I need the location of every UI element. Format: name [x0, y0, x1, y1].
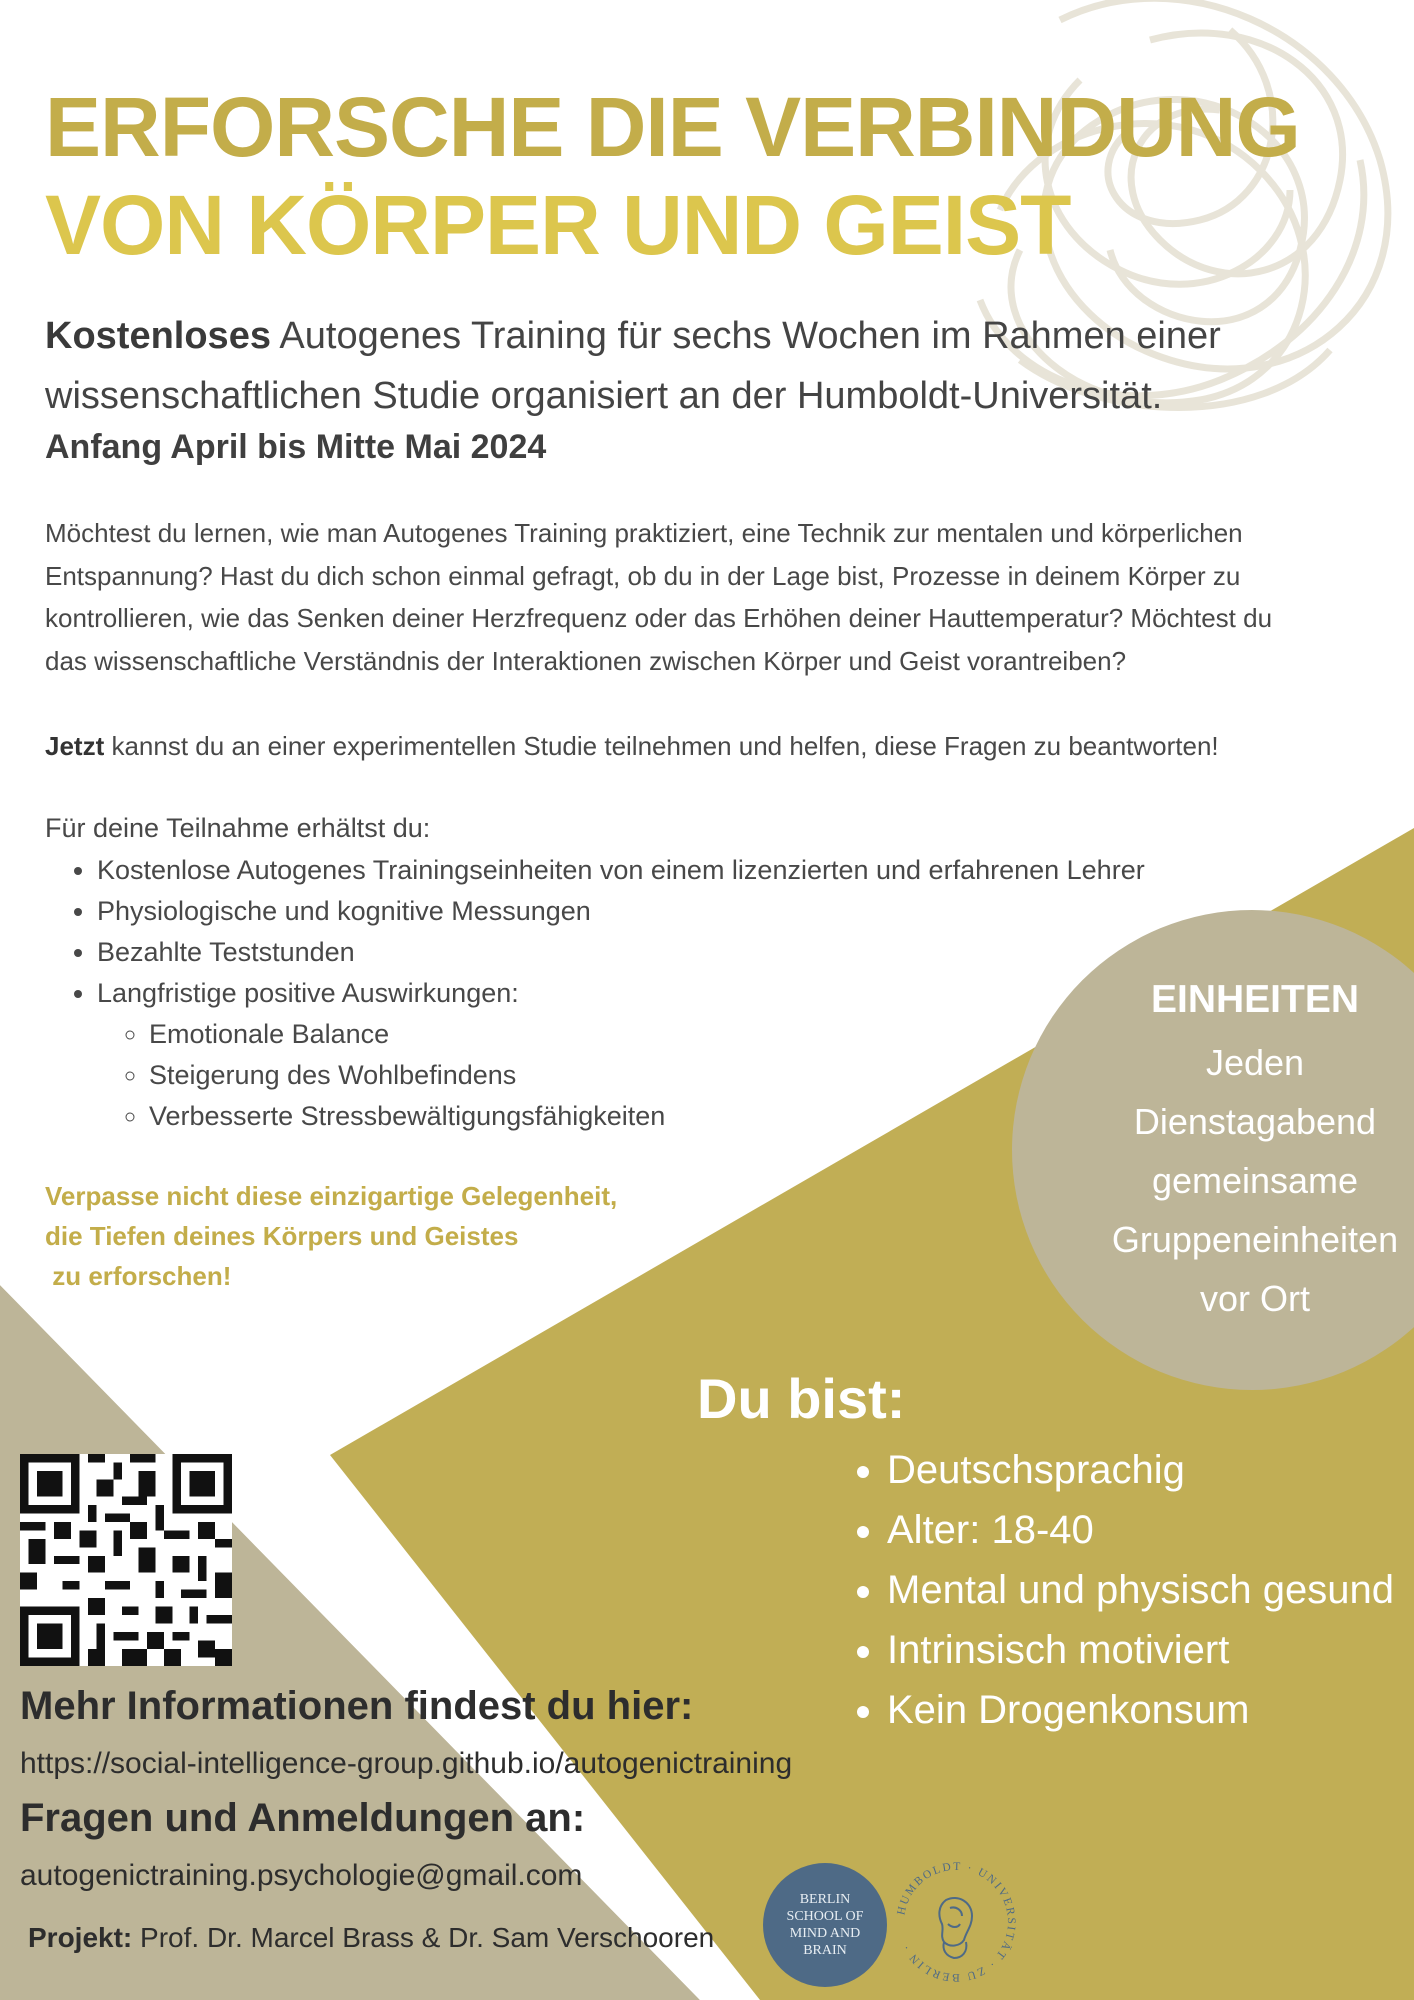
svg-text:HUMBOLDT · UNIVERSITÄT · ZU BE: HUMBOLDT · UNIVERSITÄT · ZU BERLIN · — [895, 1860, 1018, 1984]
logo-text: SCHOOL OF — [786, 1909, 864, 1924]
benefits-intro: Für deine Teilnahme erhältst du: — [45, 813, 431, 843]
headline-line-2: VON KÖRPER UND GEIST — [45, 178, 1071, 272]
list-item: ◦ Verbesserte Stressbewältigungsfähigkeiten — [149, 1096, 1245, 1137]
sessions-line: Dienstagabend — [1133, 1101, 1377, 1142]
intro-bold: Kostenloses — [45, 315, 271, 357]
call-rest: kannst du an einer experimentellen Studie teilnehmen und helfen, diese Fragen zu beantworten! — [104, 731, 1219, 761]
more-info-heading: Mehr Informationen findest du hier: — [20, 1684, 694, 1728]
list-item: • Kostenlose Autogenes Trainingseinheiten von einem lizenzierten und erfahrenen Lehrer — [97, 850, 1245, 891]
berlin-school-logo — [763, 1863, 887, 1987]
list-item: ◦ Steigerung des Wohlbefindens — [149, 1055, 1245, 1096]
list-item: • Physiologische und kognitive Messungen — [97, 891, 1245, 932]
list-item: • Bezahlte Teststunden — [97, 932, 1245, 973]
list-item: • Deutschsprachig — [887, 1440, 1394, 1500]
call-to-participate — [45, 727, 1345, 765]
requirements-title: Du bist: — [697, 1367, 906, 1430]
sessions-line: gemeinsame — [1151, 1160, 1359, 1201]
intro-text — [45, 306, 1325, 426]
intro-rest: Autogenes Training für sechs Wochen im Rahmen einer wissenschaftlichen Studie organisiert an der Humboldt-Universität. — [45, 315, 1221, 417]
sessions-line: vor Ort — [1199, 1278, 1310, 1319]
description-paragraph: Möchtest du lernen, wie man Autogenes Training praktiziert, eine Technik zur mentalen und körperlichen Entspannung? Hast du dich schon einmal gefragt, ob du in der Lage bist, Prozesse in deinem Körper zu kontrollieren, wie das Senken deiner Herzfrequenz oder das Erhöhen deiner Hauttemperatur? Möchtest du das wissenschaftliche Verständnis der Interaktionen zwischen Körper und Geist vorantreiben? — [45, 518, 1273, 676]
study-dates: Anfang April bis Mitte Mai 2024 — [45, 428, 547, 466]
qr-code-icon[interactable] — [20, 1454, 232, 1666]
call-bold: Jetzt — [45, 731, 105, 761]
sessions-line: Jeden — [1205, 1042, 1305, 1083]
logo-text: BRAIN — [803, 1943, 847, 1958]
list-item: • Kein Drogenkonsum — [887, 1680, 1394, 1740]
list-item: • Mental und physisch gesund — [887, 1560, 1394, 1620]
list-item: ◦ Emotionale Balance — [149, 1014, 1245, 1055]
sessions-text — [1090, 970, 1414, 1328]
requirements-list — [855, 1440, 1394, 1740]
cta-line: die Tiefen deines Körpers und Geistes — [45, 1221, 519, 1251]
project-label: Projekt: — [28, 1922, 133, 1953]
headline-line-1: ERFORSCHE DIE VERBINDUNG — [45, 80, 1300, 174]
list-item-label: Langfristige positive Auswirkungen: — [97, 978, 519, 1008]
questions-heading: Fragen und Anmeldungen an: — [20, 1796, 586, 1840]
list-item: • Intrinsisch motiviert — [887, 1620, 1394, 1680]
logo-text: BERLIN — [799, 1892, 851, 1907]
list-item: • Alter: 18-40 — [887, 1500, 1394, 1560]
project-credit — [28, 1922, 714, 1954]
humboldt-university-seal-icon — [888, 1854, 1024, 1990]
info-link[interactable]: https://social-intelligence-group.github.io/autogenictraining — [20, 1747, 793, 1780]
cta-line: Verpasse nicht diese einzigartige Gelegenheit, — [45, 1181, 618, 1211]
sessions-line: Gruppeneinheiten — [1111, 1219, 1399, 1260]
headline — [45, 78, 1300, 274]
logo-text: MIND AND — [789, 1926, 861, 1941]
project-names: Prof. Dr. Marcel Brass & Dr. Sam Verschooren — [132, 1922, 715, 1953]
sessions-title: EINHEITEN — [1150, 978, 1360, 1021]
email-link[interactable]: autogenictraining.psychologie@gmail.com — [20, 1859, 583, 1892]
cta-line: zu erforschen! — [45, 1261, 232, 1291]
cta-text — [45, 1176, 745, 1296]
